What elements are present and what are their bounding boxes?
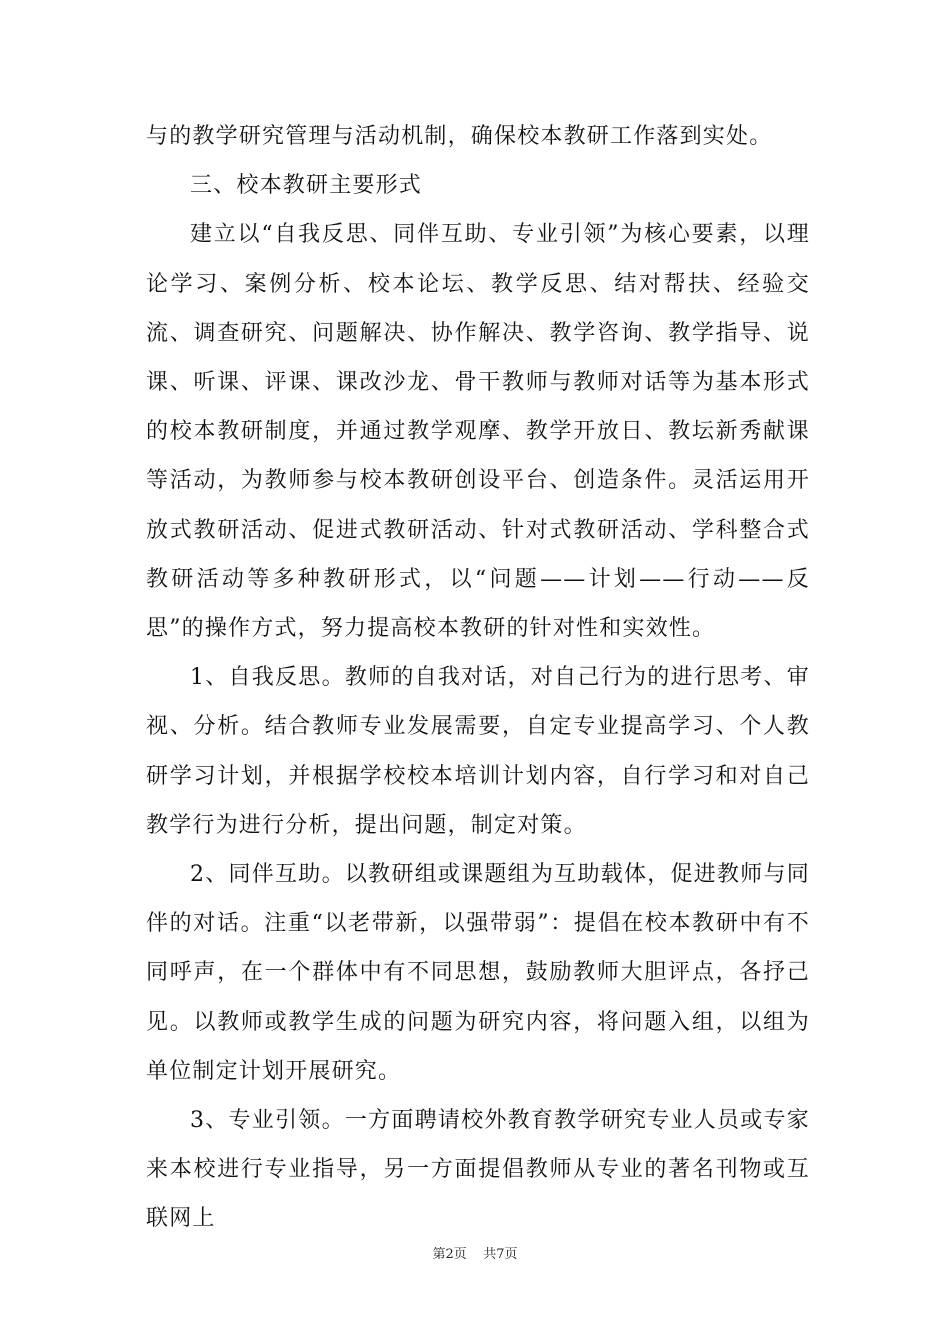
page-number: 第2页 bbox=[432, 1247, 467, 1262]
document-body bbox=[146, 112, 810, 1244]
paragraph-professional-guidance: 3、专业引领。一方面聘请校外教育教学研究专业人员或专家来本校进行专业指导，另一方面提倡教师从专业的著名刊物或互联网上 bbox=[146, 1108, 810, 1232]
paragraph-main-forms: 建立以“自我反思、同伴互助、专业引领”为核心要素，以理论学习、案例分析、校本论坛、教学反思、结对帮扶、经验交流、调查研究、问题解决、协作解决、教学咨询、教学指导、说课、听课、评课、课改沙龙、骨干教师与教师对话等为基本形式的校本教研制度，并通过教学观摩、教学开放日、教坛新秀献课等活动，为教师参与校本教研创设平台、创造条件。灵活运用开放式教研活动、促进式教研活动、针对式教研活动、学科整合式教研活动等多种教研形式，以“问题——计划——行动——反思”的操作方式，努力提高校本教研的针对性和实效性。 bbox=[146, 222, 810, 642]
section-heading: 三、校本教研主要形式 bbox=[190, 173, 423, 199]
paragraph-peer-support: 2、同伴互助。以教研组或课题组为互助载体，促进教师与同伴的对话。注重“以老带新，以强带弱”：提倡在校本教研中有不同呼声，在一个群体中有不同思想，鼓励教师大胆评点，各抒己见。以教师或教学生成的问题为研究内容，将问题入组，以组为单位制定计划开展研究。 bbox=[146, 862, 810, 1084]
paragraph-continuation: 与的教学研究管理与活动机制，确保校本教研工作落到实处。 bbox=[146, 124, 773, 149]
paragraph-self-reflection: 1、自我反思。教师的自我对话，对自己行为的进行思考、审视、分析。结合教师专业发展需要，自定专业提高学习、个人教研学习计划，并根据学校校本培训计划内容，自行学习和对自己教学行为进行分析，提出问题，制定对策。 bbox=[146, 665, 810, 838]
total-pages: 共7页 bbox=[483, 1247, 518, 1262]
page-footer bbox=[0, 1246, 950, 1264]
